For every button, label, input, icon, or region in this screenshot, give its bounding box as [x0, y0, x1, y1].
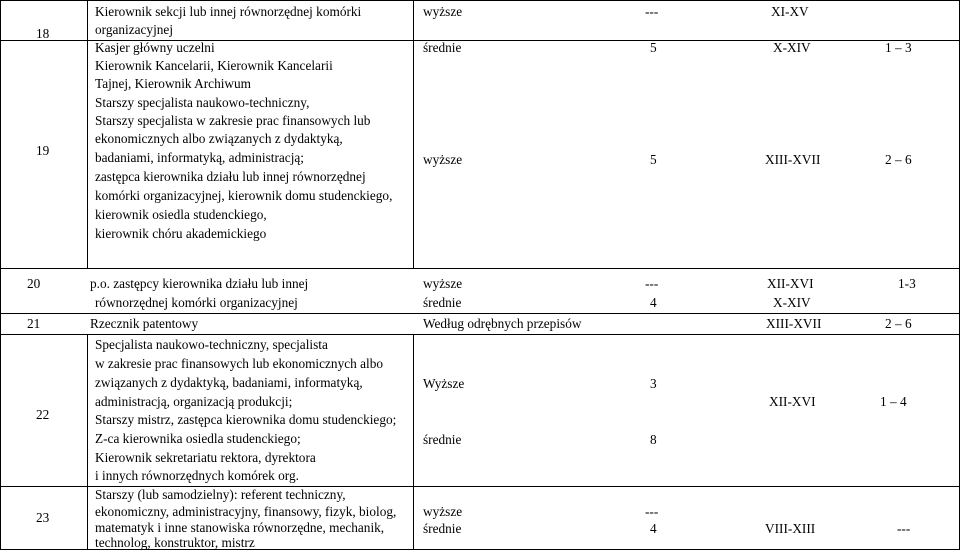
seniority-years: 8	[650, 432, 657, 447]
position-title: Rzecznik patentowy	[90, 316, 199, 331]
seniority-years: ---	[645, 4, 659, 19]
row-border	[0, 334, 960, 335]
row-number: 20	[27, 276, 41, 291]
position-title: zastępca kierownika działu lub innej równorzędnej	[95, 169, 366, 184]
education-level: średnie	[423, 40, 462, 55]
column-border	[413, 0, 414, 268]
extra-value: 1 – 3	[885, 40, 912, 55]
position-title: technolog, konstruktor, mistrz	[95, 535, 255, 550]
education-level: wyższe	[423, 504, 463, 519]
position-title: organizacyjnej	[95, 22, 174, 37]
salary-category: XIII-XVII	[765, 152, 821, 167]
position-title: równorzędnej komórki organizacyjnej	[95, 295, 298, 310]
row-border	[0, 268, 960, 269]
education-level: Wyższe	[423, 376, 465, 391]
position-title: kierownik chóru akademickiego	[95, 226, 267, 241]
seniority-years: ---	[645, 276, 659, 291]
education-level: wyższe	[423, 276, 463, 291]
position-title: matematyk i inne stanowiska równorzędne, mechanik,	[95, 520, 385, 535]
column-border	[87, 334, 88, 549]
salary-category: X-XIV	[773, 295, 811, 310]
position-title: ekonomicznych albo związanych z dydaktyką,	[95, 131, 343, 146]
seniority-years: 4	[650, 295, 657, 310]
salary-category: X-XIV	[773, 40, 811, 55]
position-title: p.o. zastępcy kierownika działu lub innej	[90, 276, 309, 291]
salary-category: XII-XVI	[769, 394, 816, 409]
position-title: związanych z dydaktyką, badaniami, informatyką,	[95, 375, 363, 390]
position-title: Specjalista naukowo-techniczny, specjalista	[95, 337, 328, 352]
position-title: administracją, organizacją produkcji;	[95, 394, 293, 409]
education-level: wyższe	[423, 4, 463, 19]
column-border	[87, 0, 88, 268]
seniority-years: 3	[650, 376, 657, 391]
seniority-years: 4	[650, 521, 657, 536]
position-title: Starszy mistrz, zastępca kierownika domu studenckiego;	[95, 412, 397, 427]
position-title: i innych równorzędnych komórek org.	[95, 468, 299, 483]
row-border	[0, 0, 960, 1]
row-number: 21	[27, 316, 41, 331]
position-title: Kasjer główny uczelni	[95, 40, 215, 55]
education-level: średnie	[423, 521, 462, 536]
position-title: Kierownik Kancelarii, Kierownik Kancelarii	[95, 58, 333, 73]
row-number: 18	[36, 26, 50, 41]
seniority-years: 5	[650, 40, 657, 55]
position-title: Z-ca kierownika osiedla studenckiego;	[95, 431, 301, 446]
column-border	[413, 334, 414, 549]
education-level: wyższe	[423, 152, 463, 167]
position-title: Starszy specjalista naukowo-techniczny,	[95, 95, 310, 110]
position-title: Kierownik sekcji lub innej równorzędnej komórki	[95, 4, 362, 19]
salary-category: XIII-XVII	[766, 316, 822, 331]
extra-value: ---	[897, 521, 911, 536]
position-title: w zakresie prac finansowych lub ekonomicznych albo	[95, 356, 383, 371]
table-left-border	[0, 0, 1, 550]
position-title: badaniami, informatyką, administracją;	[95, 150, 304, 165]
row-number: 19	[36, 143, 50, 158]
extra-value: 1 – 4	[880, 394, 907, 409]
extra-value: 2 – 6	[885, 152, 912, 167]
salary-category: XII-XVI	[767, 276, 814, 291]
row-number: 23	[36, 510, 50, 525]
position-title: komórki organizacyjnej, kierownik domu studenckiego,	[95, 188, 393, 203]
position-title: ekonomiczny, administracyjny, finansowy, fizyk, biolog,	[95, 504, 397, 519]
position-title: kierownik osiedla studenckiego,	[95, 207, 267, 222]
seniority-years: ---	[645, 504, 659, 519]
salary-category: XI-XV	[771, 4, 809, 19]
education-note: Według odrębnych przepisów	[423, 316, 582, 331]
position-title: Tajnej, Kierownik Archiwum	[95, 76, 252, 91]
seniority-years: 5	[650, 152, 657, 167]
row-number: 22	[36, 407, 50, 422]
education-level: średnie	[423, 432, 462, 447]
row-border	[0, 313, 960, 314]
position-title: Kierownik sekretariatu rektora, dyrektora	[95, 450, 316, 465]
education-level: średnie	[423, 295, 462, 310]
position-title: Starszy specjalista w zakresie prac finansowych lub	[95, 113, 371, 128]
salary-category: VIII-XIII	[765, 521, 816, 536]
position-title: Starszy (lub samodzielny): referent techniczny,	[95, 487, 346, 502]
extra-value: 1-3	[898, 276, 916, 291]
extra-value: 2 – 6	[885, 316, 912, 331]
